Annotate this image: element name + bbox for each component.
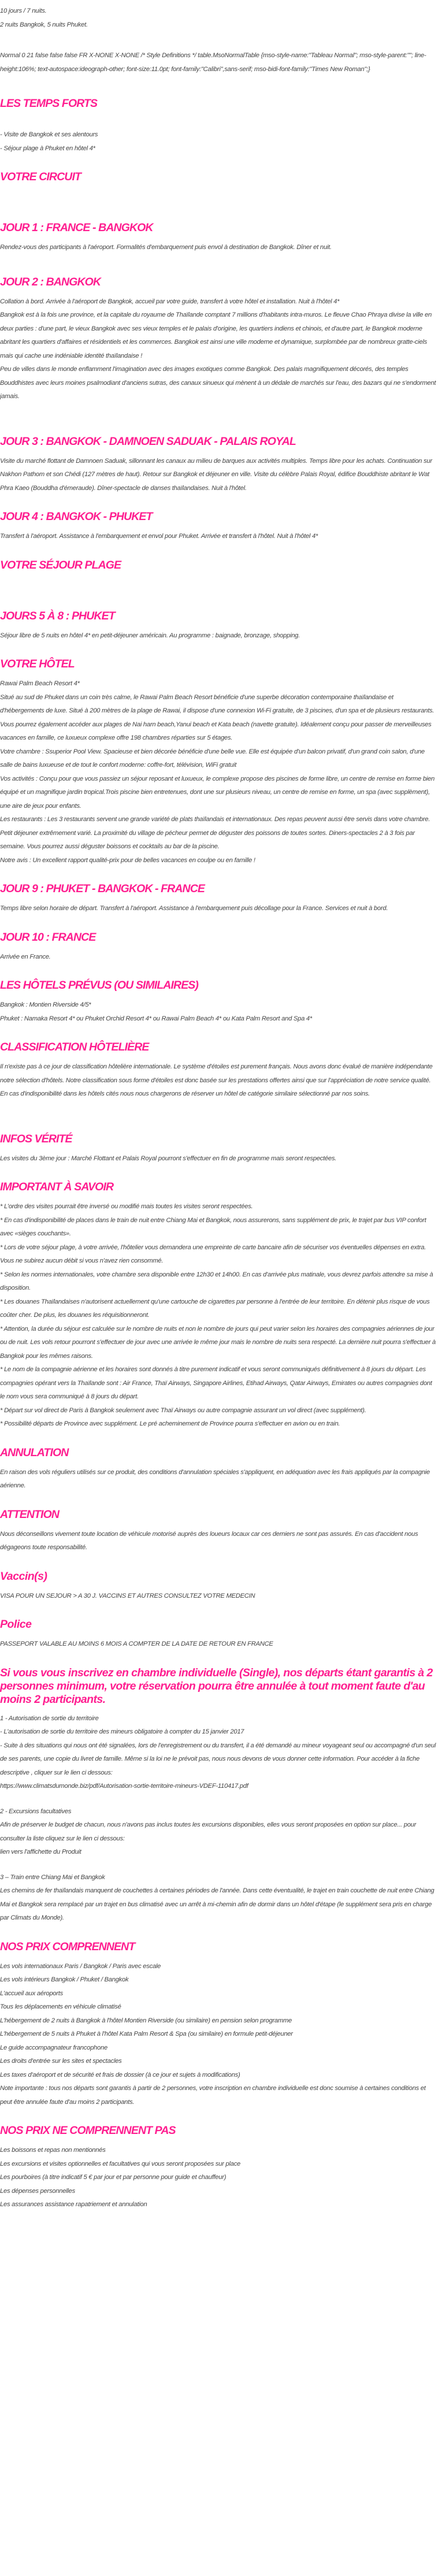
excluded-item: Les boissons et repas non mentionnés [0,2147,106,2154]
prix-comprennent-section [0,1937,438,2110]
section-title-temps-forts: LES TEMPS FORTS [0,97,98,110]
important-item: * L'ordre des visites pourrait être inversé ou modifié mais toutes les visites seront respectées. [0,1203,253,1210]
hotel-item: Bangkok : Montien Riverside 4/5* [0,1001,91,1008]
section-title-annulation: ANNULATION [0,1446,69,1459]
day-3 [0,432,438,496]
notice-line: Les chemins de fer thaïlandais manquent de couchettes à certaines périodes de l'année. Dans cette éventualité, le trajet en train couchette de nuit entre Chiang Mai et Bangkok sera remplacé par un trajet en bus climatisé avec un arrêt à mi-chemin afin de dormir dans un hôtel d'étape (le supplément sera pris en charge par Climats du Monde). [0,1887,435,1921]
included-item: Les taxes d'aéroport et de sécurité et frais de dossier (à ce jour et sujets à modifications) [0,2071,240,2078]
product-poster-link[interactable]: lien vers l'affichette du Produit [0,1849,81,1855]
sejour-plage-section [0,555,438,643]
hotel-opinion: Notre avis : Un excellent rapport qualité-prix pour de belles vacances en coulpe ou en famille ! [0,856,255,864]
included-item: L'hébergement de 5 nuits à Phuket à l'hôtel Kata Palm Resort & Spa (ou similaire) en formule petit-déjeuner [0,2031,293,2037]
annulation-section [0,1443,438,1493]
hotel-description: Situé au sud de Phuket dans un coin très calme, le Rawai Palm Beach Resort bénéficie d'une superbe décoration contemporaine thaïlandaise et d'hébergements de luxe. Situé à 200 mètres de la plage de Rawai, il dispose d'une connexion Wi-Fi gratuite, de 3 piscines, d'un spa et de plusieurs restaurants. Vous pourrez également accéder aux plages de Nai harn beach,Yanui beach et Kata beach (navette gratuite). Idéalement conçu pour passer de merveilleuses vacances en famille, ce luxueux complexe offre 198 chambres réparties sur 5 étages. [0,693,435,741]
notice-line: 1 - Autorisation de sortie du territoire [0,1714,99,1722]
included-item: Les droits d'entrée sur les sites et spectacles [0,2058,122,2065]
section-title-sejour-plage: VOTRE SÉJOUR PLAGE [0,558,121,571]
section-title-attention: ATTENTION [0,1508,60,1521]
hotels-prevus-section [0,975,438,1026]
classification-text: Il n'existe pas à ce jour de classification hôtelière internationale. Le système d'étoiles est purement français. Nous avons donc évalué de manière indépendante notre sélection d'hôtels. Notre classification sous forme d'étoiles est donc basée sur les prestations offertes ainsi que sur l'appréciation de notre service qualité. En cas d'indisponibilité dans les hôtels cités nous nous chargerons de réserver un hôtel de catégorie similaire sélectionné par nos soins. [0,1063,433,1097]
important-item: * Lors de votre séjour plage, à votre arrivée, l'hôtelier vous demandera une empreinte de carte bancaire afin de sécuriser vos éventuelles dépenses en extra. Vous ne subirez aucun débit si vous n'avez rien consommé. [0,1244,426,1264]
trip-nights: 2 nuits Bangkok, 5 nuits Phuket. [0,21,88,28]
day-title: JOUR 1 : FRANCE - BANGKOK [0,221,153,234]
notice-line: - Suite à des situations qui nous ont été signalées, lors de l'enregistrement ou du transfert, il a été demandé au mineur voyageant seul ou accompagné d'un seul de ses parents, une copie du livret de famille. Même si la loi ne le prévoit pas, nous nous devons de vous donner cette information. Pour accéder à la fiche descriptive , cliquer sur le lien ci dessous: [0,1742,436,1776]
day-text: Rendez-vous des participants à l'aéroport. Formalités d'embarquement puis envol à destination de Bangkok. Dîner et nuit. [0,244,332,251]
day-title: JOUR 9 : PHUKET - BANGKOK - FRANCE [0,882,205,895]
infos-verite-section [0,1129,438,1166]
day-text: Peu de villes dans le monde enflamment l'imagination avec des images exotiques comme Bangkok. Des palais magnifiquement décorés, des temples Bouddhistes avec leurs moines psalmodiant d'anciens sutras, des canaux sinueux qui mènent à un dédale de marchés sur l'eau, des bazars qui ne s'endorment jamais. [0,366,436,400]
police-text: PASSEPORT VALABLE AU MOINS 6 MOIS A COMPTER DE LA DATE DE RETOUR EN FRANCE [0,1640,273,1647]
section-title-circuit: VOTRE CIRCUIT [0,170,81,183]
day-title: JOUR 2 : BANGKOK [0,275,101,288]
day-title: JOUR 3 : BANGKOK - DAMNOEN SADUAK - PALAIS ROYAL [0,435,296,448]
day-text: Séjour libre de 5 nuits en hôtel 4* en petit-déjeuner américain. Au programme : baignade, bronzage, shopping. [0,632,300,639]
day-2 [0,272,438,404]
hotel-item: Phuket : Namaka Resort 4* ou Phuket Orchid Resort 4* ou Rawai Palm Beach 4* ou Kata Palm Resort and Spa 4* [0,1015,313,1022]
included-item: Les vols intérieurs Bangkok / Phuket / Bangkok [0,1976,129,1983]
important-item: * Selon les normes internationales, votre chambre sera disponible entre 12h30 et 14h00. En cas d'arrivée plus matinale, vous devrez parfois attendre sa mise à disposition. [0,1271,433,1291]
hotel-room: Votre chambre : Ssuperior Pool View. Spacieuse et bien décorée bénéficie d'une belle vue. Elle est équipée d'un balcon privatif, d'un grand coin salon, d'une salle de bains luxueuse et de tout le confort moderne: coffre-fort, télévision, WiFi gratuit [0,748,425,769]
important-item: * En cas d'indisponibilité de places dans le train de nuit entre Chiang Mai et Bangkok, nous assurerons, sans supplément de prix, le trajet par bus VIP confort avec «sièges couchants». [0,1216,426,1237]
end-days-section [0,879,438,964]
important-item: * Possibilité départs de Province avec supplément. Le pré acheminement de Province pourra s'effectuer en avion ou en train. [0,1420,340,1427]
section-title-classification: CLASSIFICATION HÔTELIÈRE [0,1041,149,1053]
day-text: Transfert à l'aéroport. Assistance à l'embarquement et envol pour Phuket. Arrivée et transfert à l'hôtel. Nuit à l'hôtel 4* [0,533,318,540]
intro-section [0,5,438,76]
day-text: Visite du marché flottant de Damnoen Saduak, sillonnant les canaux au milieu de barques aux activités multiples. Temps libre pour les achats. Continuation sur Nakhon Pathom et son Chédi (127 mètres de haut). Retour sur Bangkok et déjeuner en ville. Visite du célèbre Palais Royal, édifice Bouddhiste abritant le Wat Phra Kaeo (Bouddha d'émeraude). Dîner-spectacle de danses thaïlandaises. Nuit à l'hôtel. [0,457,432,492]
included-item: Note importante : tous nos départs sont garantis à partir de 2 personnes, votre inscription en chambre individuelle est donc soumise à certaines conditions et peut être annulée faute d'au moins 2 participants. [0,2085,426,2106]
single-notice-section [0,1663,438,1925]
notice-line: Afin de préserver le budget de chacun, nous n'avons pas inclus toutes les excursions disponibles, elles vous seront proposées en option sur place... pour consulter la liste cliquez sur le lien ci dessous: [0,1821,417,1842]
included-item: Le guide accompagnateur francophone [0,2044,107,2051]
circuit-section [0,167,438,544]
vaccins-text: VISA POUR UN SEJOUR > A 30 J. VACCINS ET AUTRES CONSULTEZ VOTRE MEDECIN [0,1592,255,1599]
excluded-item: Les excursions et visites optionnelles et facultatives qui vous seront proposées sur place [0,2160,240,2167]
notice-line: 2 - Excursions facultatives [0,1807,72,1815]
included-item: L'accueil aux aéroports [0,1989,63,1997]
attention-text: Nous déconseillons vivement toute location de véhicule motorisé auprès des loueurs locaux car ces derniers ne sont pas assurés. En cas d'accident nous dégageons toute responsabilité. [0,1530,418,1551]
included-item: Tous les déplacements en véhicule climatisé [0,2003,121,2010]
authorization-pdf-link[interactable]: https://www.climatsdumonde.biz/pdf/Autorisation-sortie-territoire-mineurs-VDEF-110417.pdf [0,1783,248,1790]
section-title-hotels-prevus: LES HÔTELS PRÉVUS (OU SIMILAIRES) [0,979,198,992]
infos-verite-text: Les visites du 3ème jour : Marché Flottant et Palais Royal pourront s'effectuer en fin de programme mais seront respectées. [0,1155,337,1162]
police-section [0,1614,438,1651]
highlight-item: - Séjour plage à Phuket en hôtel 4* [0,144,95,152]
section-title-infos-verite: INFOS VÉRITÉ [0,1132,72,1145]
hotel-activities: Vos activités : Conçu pour que vous passiez un séjour reposant et luxueux, le complexe propose des piscines de forme libre, un centre de remise en forme bien équipé et un magnifique jardin tropical.Trois piscine bien entretenues, dont une sur plusieurs niveau, un centre de remise en forme, un spa (avec supplèment), une aire de jeux pour enfants. [0,775,435,810]
section-title-prix-comprennent: NOS PRIX COMPRENNENT [0,1940,135,1953]
temps-forts-section [0,94,438,155]
section-title-police: Police [0,1618,32,1631]
section-title-hotel: VOTRE HÔTEL [0,658,75,670]
mso-style-text: Normal 0 21 false false false FR X-NONE X-NONE /* Style Definitions */ table.MsoNormalTable {mso-style-name:"Tableau Normal"; mso-style-parent:""; line-height:106%; text-autospace:ideograph-other; font-size:11.0pt; font-family:"Calibri",sans-serif; mso-bidi-font-family:"Times New Roman";} [0,52,426,73]
important-item: * Attention, la durée du séjour est calculée sur le nombre de nuits et non le nombre de jours qui peut varier selon les horaires des compagnies aériennes de jour ou de nuit. Les vols retour pourront s'effectuer de jour avec une arrivée le même jour mais le nombre de nuits sera respecté. La dernière nuit pourra s'effectuer à Bangkok pour les mêmes raisons. [0,1325,436,1360]
day-text: Bangkok est à la fois une province, et la capitale du royaume de Thaïlande comptant 7 millions d'habitants intra-muros. Le fleuve Chao Phraya divise la ville en deux parties : d'une part, le vieux Bangkok avec ses vieux temples et le palais d'origine, les quartiers indiens et chinois, et d'autre part, le Bangkok moderne abritant les quartiers d'affaires et résidentiels et les commerces. Bangkok est ainsi une ville moderne et dynamique, surplombée par de nombreux gratte-ciels mais qui cache une indéniable identité thaïlandaise ! [0,311,432,359]
important-item: * Départ sur vol direct de Paris à Bangkok seulement avec Thaï Airways ou autre compagnie assurant un vol direct (avec supplément). [0,1406,366,1414]
notice-line: 3 – Train entre Chiang Mai et Bangkok [0,1873,105,1881]
classification-section [0,1037,438,1101]
important-item: * Le nom de la compagnie aérienne et les horaires sont donnés à titre purement indicatif et vous seront communiqués définitivement à 8 jours du départ. Les compagnies opérant vers la Thaïlande sont : Air France, Thaï Airways, Singapore Airlines, Etihad Airways, Qatar Airways, Emirates ou autres compagnies dont le nom vous sera communiqué à 8 jours du départ. [0,1366,432,1400]
section-title-important: IMPORTANT À SAVOIR [0,1181,114,1193]
annulation-text: En raison des vols réguliers utilisés sur ce produit, des conditions d'annulation spéciales s'appliquent, en adéquation avec les frais appliqués par la compagnie aérienne. [0,1468,430,1489]
section-title-prix-ne-comprennent-pas: NOS PRIX NE COMPRENNENT PAS [0,2124,176,2137]
important-item: * Les douanes Thaïlandaises n'autorisent actuellement qu'une cartouche de cigarettes par personne à l'entrée de leur territoire. En détenir plus risque de vous coûter cher. De plus, les douanes les réquisitionneront. [0,1298,430,1319]
hotel-restaurants: Les restaurants : Les 3 restaurants servent une grande variété de plats thaïlandais et internationaux. Des repas peuvent aussi être servis dans votre chambre. Petit déjeuner extrêmement varié. La proximité du village de pécheur permet de déguster des poissons de toutes sortes. Diners-spectacles 2 à 3 fois par semaine. Vous pourrez aussi déguster boissons et cocktails au bar de la piscine. [0,816,430,850]
attention-section [0,1505,438,1555]
day-title: JOUR 10 : FRANCE [0,930,96,944]
included-item: L'hébergement de 2 nuits à Bangkok à l'hôtel Montien Riverside (ou similaire) en pension selon programme [0,2017,292,2024]
trip-duration: 10 jours / 7 nuits. [0,8,47,14]
excluded-item: Les pourboires (à titre indicatif 5 € par jour et par personne pour guide et chauffeur) [0,2174,227,2181]
hotel-name: Rawai Palm Beach Resort 4* [0,680,80,687]
excluded-item: Les dépenses personnelles [0,2187,75,2195]
day-1 [0,218,438,255]
day-text: Temps libre selon horaire de départ. Transfert à l'aéroport. Assistance à l'embarquement puis décollage pour la France. Services et nuit à bord. [0,905,388,912]
important-section [0,1177,438,1431]
day-text: Arrivée en France. [0,953,51,960]
day-title: JOUR 4 : BANGKOK - PHUKET [0,510,153,523]
included-item: Les vols internationaux Paris / Bangkok / Paris avec escale [0,1962,161,1970]
excluded-item: Les assurances assistance rapatriement et annulation [0,2201,147,2208]
vaccins-section [0,1567,438,1603]
day-title: JOURS 5 À 8 : PHUKET [0,609,115,622]
notice-line: - L'autorisation de sortie du territoire des mineurs obligatoire à compter du 15 janvier 2017 [0,1728,244,1735]
hotel-section [0,654,438,867]
day-text: Collation à bord. Arrivée à l'aéroport de Bangkok, accueil par votre guide, transfert à votre hôtel et installation. Nuit à l'hôtel 4* [0,298,340,305]
single-notice-title: Si vous vous inscrivez en chambre individuelle (Single), nos départs étant garantis à 2 personnes minimum, votre réservation pourra être annulée à tout moment faute d'au moins 2 participants. [0,1666,433,1706]
highlight-item: - Visite de Bangkok et ses alentours [0,131,98,138]
prix-ne-comprennent-pas-section [0,2121,438,2212]
day-4 [0,507,438,544]
section-title-vaccins: Vaccin(s) [0,1569,47,1583]
